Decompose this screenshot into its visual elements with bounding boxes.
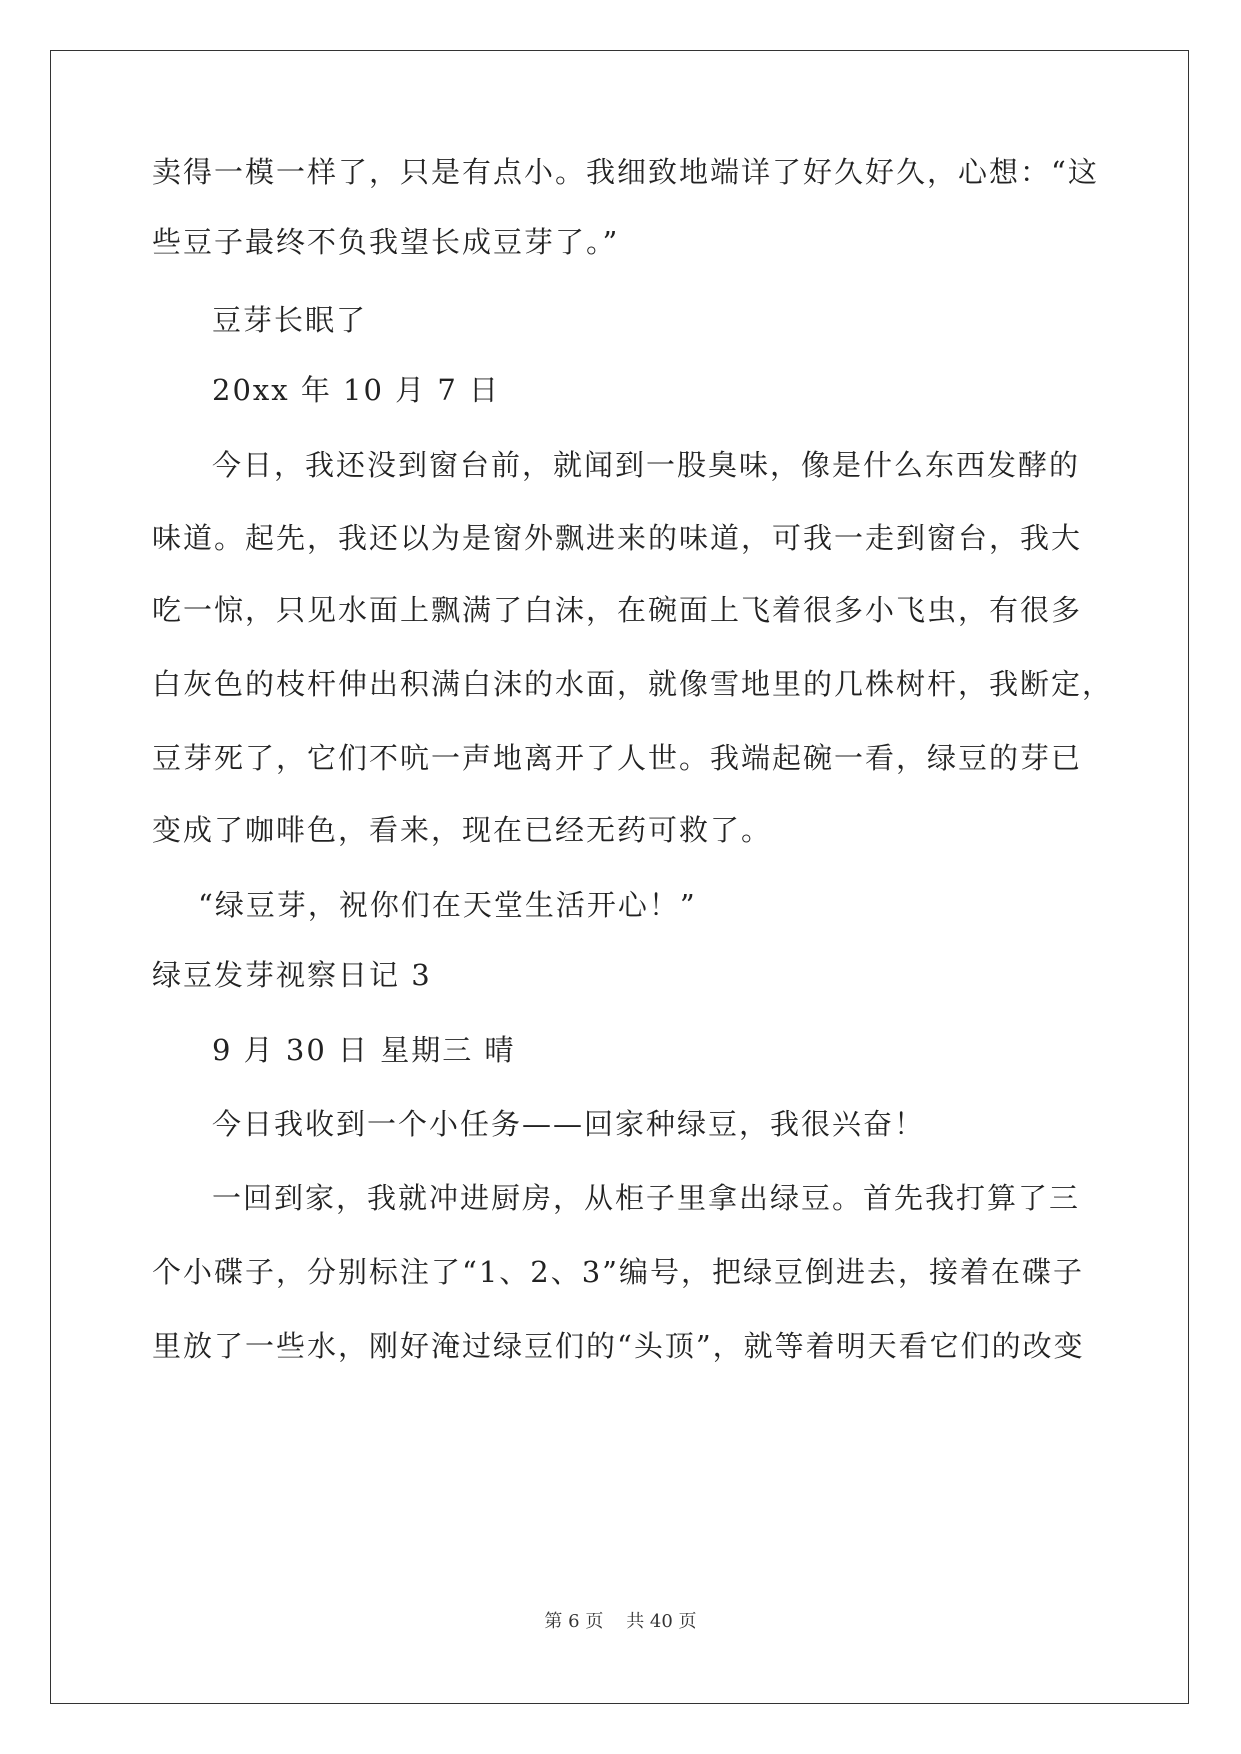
text-line: “绿豆芽，祝你们在天堂生活开心！” — [198, 888, 697, 922]
text-line: 些豆子最终不负我望长成豆芽了。” — [152, 225, 620, 259]
text-line: 变成了咖啡色，看来，现在已经无药可救了。 — [152, 813, 773, 847]
diary-title: 绿豆发芽视察日记 3 — [152, 958, 432, 992]
text-line: 卖得一模一样了，只是有点小。我细致地端详了好久好久，心想：“这 — [152, 155, 1099, 189]
text-line: 今日我收到一个小任务——回家种绿豆，我很兴奋！ — [212, 1107, 926, 1141]
text-line: 吃一惊，只见水面上飘满了白沫，在碗面上飞着很多小飞虫，有很多 — [152, 593, 1083, 627]
text-line: 白灰色的枝杆伸出积满白沫的水面，就像雪地里的几株树杆，我断定， — [152, 667, 1114, 701]
section-heading: 豆芽长眠了 — [212, 303, 368, 337]
text-line: 个小碟子，分别标注了“1、2、3”编号，把绿豆倒进去，接着在碟子 — [152, 1255, 1085, 1289]
text-line: 一回到家，我就冲进厨房，从柜子里拿出绿豆。首先我打算了三 — [212, 1181, 1081, 1215]
page-number: 第 6 页 共 40 页 — [544, 1611, 697, 1632]
page-border — [50, 50, 1189, 1704]
diary-date: 9 月 30 日 星期三 晴 — [212, 1033, 516, 1067]
text-line: 豆芽死了，它们不吭一声地离开了人世。我端起碗一看，绿豆的芽已 — [152, 741, 1083, 775]
diary-date: 20xx 年 10 月 7 日 — [212, 373, 501, 407]
text-line: 里放了一些水，刚好淹过绿豆们的“头顶”，就等着明天看它们的改变 — [152, 1329, 1085, 1363]
text-line: 味道。起先，我还以为是窗外飘进来的味道，可我一走到窗台，我大 — [152, 521, 1083, 555]
text-line: 今日，我还没到窗台前，就闻到一股臭味，像是什么东西发酵的 — [212, 448, 1081, 482]
